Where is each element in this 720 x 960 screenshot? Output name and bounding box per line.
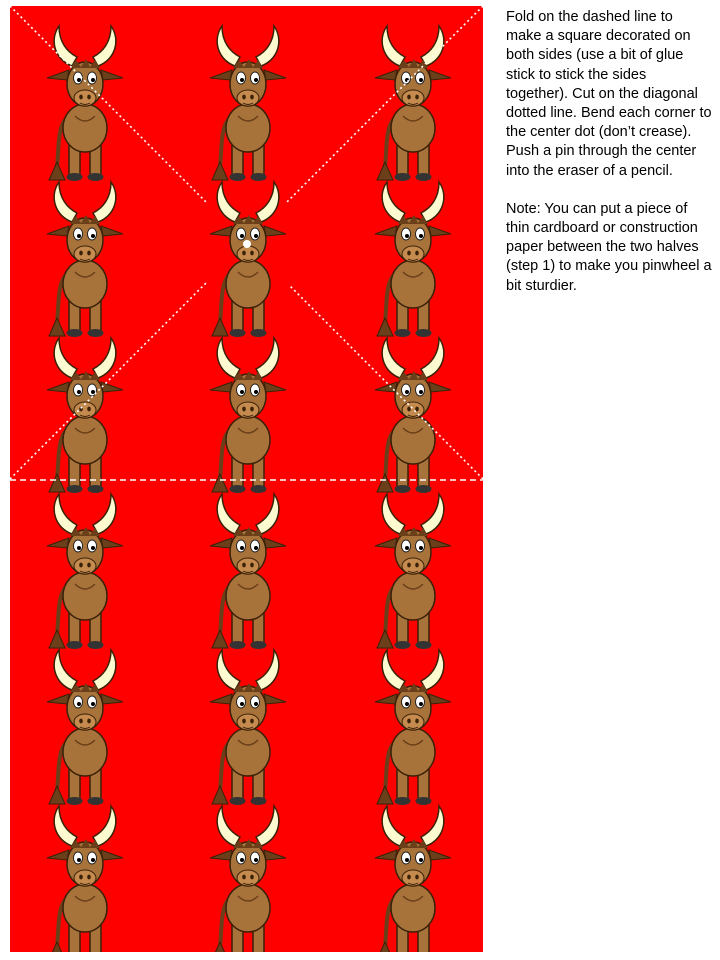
pinwheel-template [10,6,483,952]
instructions-panel [506,8,712,296]
diagonal-cut-line-bottom-left [10,283,206,479]
guide-lines [10,6,483,952]
diagonal-cut-line-top-left [10,6,206,202]
diagonal-cut-line-bottom-right [290,286,483,479]
center-dot [243,240,251,248]
instructions-note: Note: You can put a piece of thin cardboard or construction paper between the two halves (step 1) to make you pinwheel a bit sturdier. [506,200,712,294]
instructions-steps: Fold on the dashed line to make a square decorated on both sides (use a bit of glue stick to stick the sides together). Cut on the diagonal dotted line. Bend each corner to the center dot (don’t crease). Push a pin through the center into the eraser of a pencil. [506,9,712,179]
diagonal-cut-line-top-right [286,6,483,203]
